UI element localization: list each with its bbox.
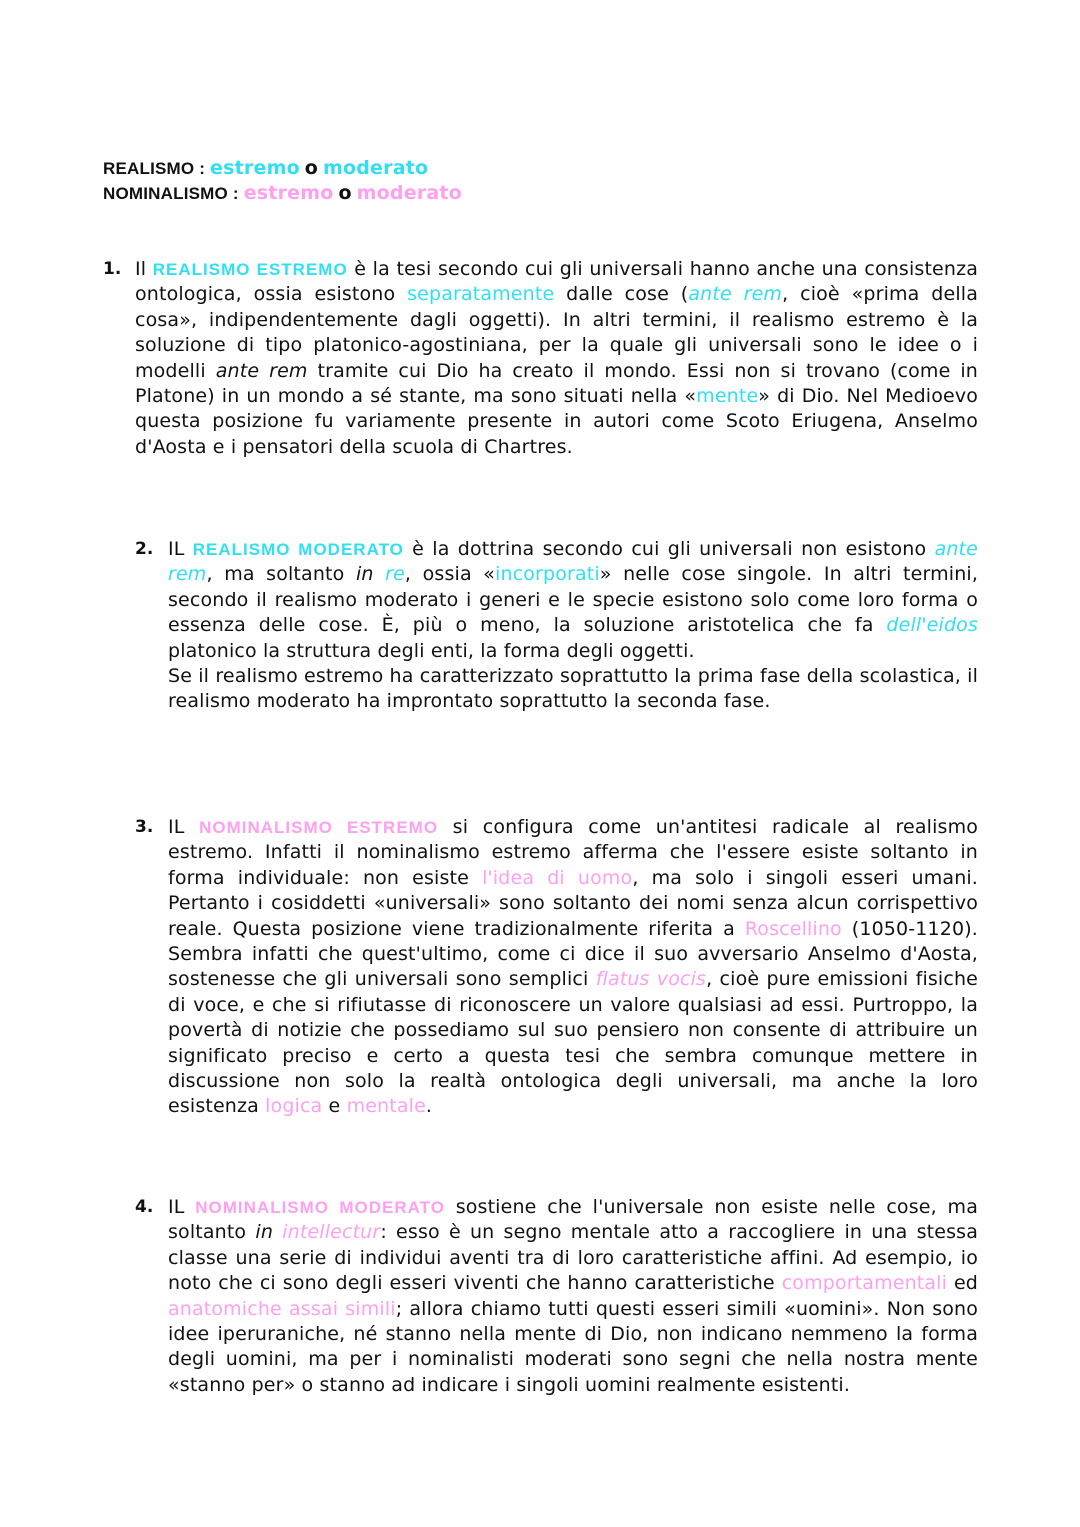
- item-4-text: : esso è un segno mentale atto a raccogliere in una stessa classe una serie di individui aventi tra di loro caratteristiche affini. Ad esempio, io noto che ci sono degli esseri viventi che hanno caratteristiche: [168, 1221, 978, 1295]
- item-4-italic: in: [255, 1221, 274, 1244]
- item-1-paragraph: [135, 257, 978, 460]
- item-1-number: 1.: [103, 259, 122, 279]
- item-4-text: IL: [168, 1196, 196, 1218]
- item-3-number: 3.: [135, 817, 154, 837]
- item-2-paragraph: [168, 537, 978, 715]
- item-3-term: NOMINALISMO ESTREMO: [199, 818, 439, 837]
- item-2-highlight: ante rem: [168, 538, 978, 586]
- item-4-text: ed: [947, 1272, 978, 1295]
- item-4-text: [273, 1221, 282, 1243]
- item-3-paragraph: [168, 815, 978, 1120]
- item-1-term: REALISMO ESTREMO: [152, 260, 348, 279]
- item-4-highlight: anatomiche assai simili: [168, 1297, 396, 1320]
- item-1-highlight: ante rem: [688, 283, 783, 306]
- item-1-highlight: mente: [696, 385, 759, 408]
- item-3-text: (1050-1120). Sembra infatti che quest'ultimo, come ci dice il suo avversario Anselmo d'Aosta, sostenesse che gli universali sono semplici: [168, 917, 978, 991]
- item-3-text: , ma solo i singoli esseri umani. Pertanto i cosiddetti «universali» sono soltanto dei nomi senza alcun corrispettivo reale. Questa posizione viene tradizionalmente riferita a: [168, 866, 978, 940]
- item-4-highlight: comportamentali: [781, 1272, 948, 1295]
- item-2-text: IL: [168, 538, 193, 560]
- item-2-text: , ossia «: [404, 563, 496, 586]
- item-4-term: NOMINALISMO MODERATO: [195, 1198, 445, 1217]
- item-4-text: ; allora chiamo tutti questi esseri simili «uomini». Non sono idee iperuraniche, né stanno nella mente di Dio, non indicano nemmeno la forma degli uomini, ma per i nominalisti moderati sono segni che nella nostra mente «stanno per» o stanno ad indicare i singoli uomini realmente esistenti.: [168, 1297, 978, 1396]
- item-1-text: , cioè «prima della cosa», indipendentemente dagli oggetti). In altri termini, il realismo estremo è la soluzione di tipo platonico-agostiniana, per la quale gli universali sono le idee o i modelli: [135, 283, 978, 382]
- item-4-paragraph: [168, 1195, 978, 1398]
- item-4-text: sostiene che l'universale non esiste nelle cose, ma soltanto: [168, 1196, 978, 1244]
- item-3-highlight: l'idea di uomo: [482, 866, 633, 889]
- item-2-highlight: incorporati: [495, 563, 600, 586]
- item-2-term: REALISMO MODERATO: [192, 540, 404, 559]
- item-3-text: .: [425, 1095, 433, 1118]
- item-3-text: IL: [168, 816, 200, 838]
- header-realismo-separator: o: [304, 157, 319, 179]
- item-2-text: è la dottrina secondo cui gli universali non esistono: [403, 538, 935, 560]
- item-2-continuation: Se il realismo estremo ha caratterizzato soprattutto la prima fase della scolastica, il realismo moderato ha improntato soprattutto la seconda fase.: [168, 665, 978, 713]
- item-3-highlight: mentale: [346, 1095, 426, 1118]
- header-realismo-option-2: moderato: [322, 157, 429, 179]
- header-realismo-label: REALISMO :: [103, 159, 206, 178]
- header-nominalismo: [103, 181, 983, 206]
- item-2-italic: in: [355, 563, 374, 586]
- item-2-text: [374, 563, 386, 585]
- item-2-highlight: dell'eidos: [886, 614, 978, 637]
- header-nominalismo-label: NOMINALISMO :: [103, 184, 239, 203]
- item-3-highlight: flatus vocis: [595, 968, 707, 991]
- item-3-highlight: Roscellino: [744, 917, 842, 940]
- item-3-text: , cioè pure emissioni fisiche di voce, e che si rifiutasse di riconoscere un valore qualsiasi ad essi. Purtroppo, la povertà di notizie che possediamo sul suo pensiero non consente di attribuire un significato preciso e certo a questa tesi che sembra comunque mettere in discussione non solo la realtà ontologica degli universali, ma anche la loro esistenza: [168, 968, 978, 1118]
- item-1-text: Il: [135, 258, 153, 280]
- item-3-text: si configura come un'antitesi radicale al realismo estremo. Infatti il nominalismo estremo afferma che l'essere esiste soltanto in forma individuale: non esiste: [168, 816, 979, 889]
- item-1-text: dalle cose (: [554, 283, 689, 306]
- item-2-highlight: re: [385, 563, 405, 586]
- item-4-highlight: intellectur: [282, 1221, 381, 1244]
- item-3-highlight: logica: [265, 1095, 323, 1118]
- header-realismo: [103, 156, 983, 181]
- item-2-text: platonico la struttura degli enti, la forma degli oggetti.: [168, 639, 695, 662]
- item-4-number: 4.: [135, 1197, 154, 1217]
- item-1-text: tramite cui Dio ha creato il mondo. Essi non si trovano (come in Platone) in un mondo a sé stante, ma sono situati nella «: [135, 359, 978, 408]
- item-1-italic: ante rem: [215, 359, 308, 382]
- header-summary: [103, 156, 983, 206]
- item-1-text: è la tesi secondo cui gli universali hanno anche una consistenza ontologica, ossia esistono: [135, 258, 979, 306]
- item-1-highlight: separatamente: [407, 283, 555, 306]
- header-nominalismo-option-1: estremo: [243, 182, 334, 204]
- item-2-text: » nelle cose singole. In altri termini, secondo il realismo moderato i generi e le specie esistono solo come loro forma o essenza delle cose. È, più o meno, la soluzione aristotelica che fa: [168, 563, 979, 637]
- item-3-text: e: [322, 1095, 347, 1118]
- item-2-number: 2.: [135, 539, 154, 559]
- item-2-text: , ma soltanto: [206, 563, 356, 586]
- header-nominalismo-option-2: moderato: [356, 182, 462, 204]
- header-realismo-option-1: estremo: [210, 157, 300, 179]
- item-1-text: » di Dio. Nel Medioevo questa posizione fu variamente presente in autori come Scoto Eriugena, Anselmo d'Aosta e i pensatori della scuola di Chartres.: [135, 385, 978, 458]
- header-nominalismo-separator: o: [338, 182, 352, 204]
